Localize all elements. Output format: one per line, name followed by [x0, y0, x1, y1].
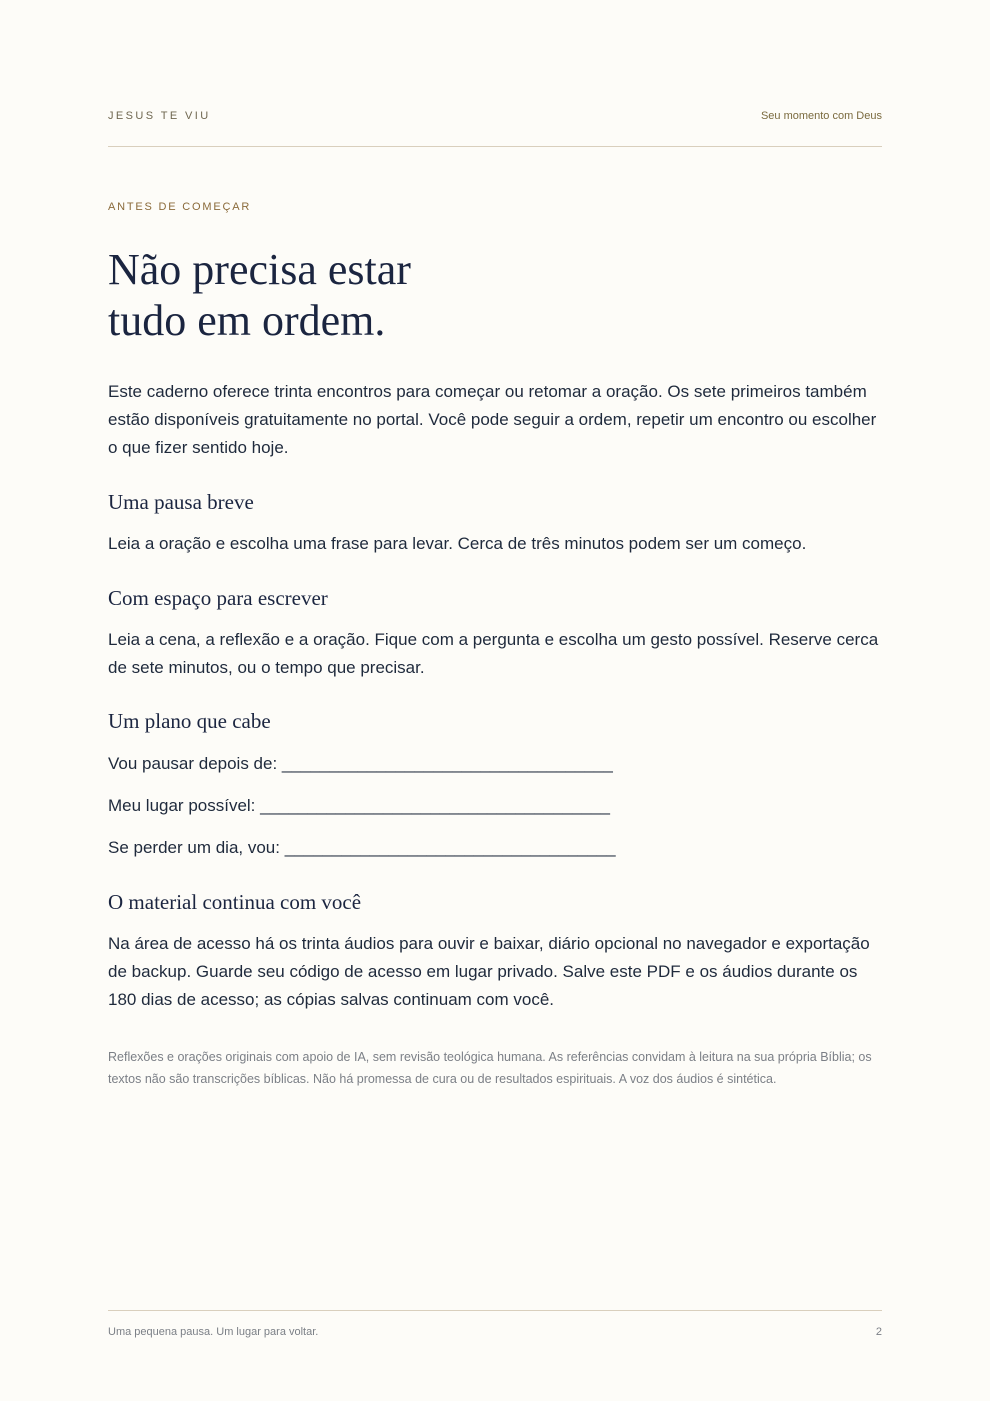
plan-line-lugar: Meu lugar possível: _____________________________________ — [108, 796, 610, 815]
header-tagline: Seu momento com Deus — [760, 110, 882, 122]
plan-line-pausar: Vou pausar depois de: ___________________________________ — [108, 754, 613, 773]
disclaimer-note: Reflexões e orações originais com apoio de IA, sem revisão teológica humana. As referências convidam à leitura na sua própria Bíblia; os textos não são transcrições bíblicas. Não há promessa de cura ou de resultados espirituais. A voz dos áudios é sintética. — [108, 1050, 872, 1086]
section-heading-escrever: Com espaço para escrever — [108, 586, 328, 610]
section-heading-plano: Um plano que cabe — [108, 709, 271, 733]
section-text-pausa: Leia a oração e escolha uma frase para levar. Cerca de três minutos podem ser um começo. — [108, 534, 807, 553]
page-title: Não precisa estar tudo em ordem. — [108, 245, 411, 345]
section-heading-pausa: Uma pausa breve — [108, 490, 254, 514]
intro-paragraph: Este caderno oferece trinta encontros para começar ou retomar a oração. Os sete primeiros também estão disponíveis gratuitamente no portal. Você pode seguir a ordem, repetir um encontro ou escolher o que fizer sentido hoje. — [108, 382, 877, 457]
section-eyebrow: ANTES DE COMEÇAR — [108, 201, 252, 213]
document-page — [108, 0, 882, 1401]
page-header — [108, 110, 882, 126]
section-heading-material: O material continua com você — [108, 890, 362, 914]
page-number: 2 — [875, 1326, 882, 1338]
plan-line-perder: Se perder um dia, vou: ___________________________________ — [108, 838, 616, 857]
footer-divider — [108, 1310, 882, 1311]
footer-tagline: Uma pequena pausa. Um lugar para voltar. — [108, 1326, 319, 1338]
brand-name: JESUS TE VIU — [108, 110, 211, 122]
section-text-escrever: Leia a cena, a reflexão e a oração. Fique com a pergunta e escolha um gesto possível. Reserve cerca de sete minutos, ou o tempo que precisar. — [108, 630, 879, 677]
header-divider — [108, 146, 882, 147]
section-text-material: Na área de acesso há os trinta áudios para ouvir e baixar, diário opcional no navegador e exportação de backup. Guarde seu código de acesso em lugar privado. Salve este PDF e os áudios durante os 180 dias de acesso; as cópias salvas continuam com você. — [108, 934, 870, 1009]
